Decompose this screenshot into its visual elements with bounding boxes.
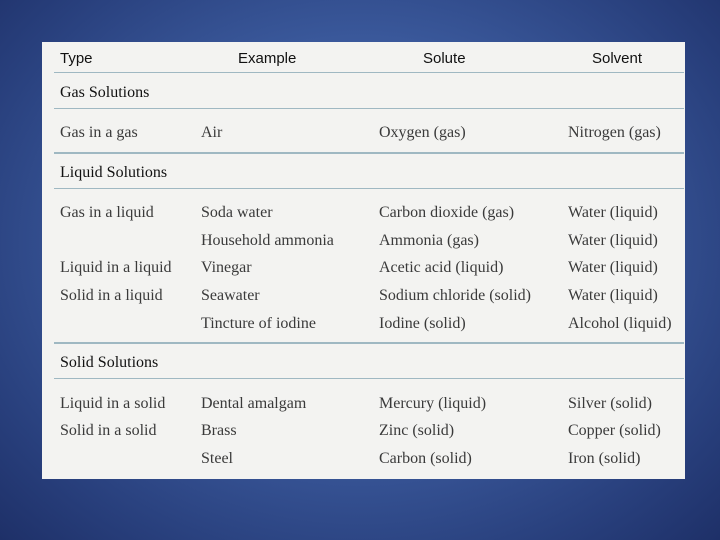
cell-example: Air [201, 124, 223, 141]
cell-solvent: Silver (solid) [568, 395, 652, 412]
cell-solute: Iodine (solid) [379, 315, 466, 332]
section-rule [54, 378, 684, 379]
cell-solvent: Alcohol (liquid) [568, 315, 672, 332]
cell-example: Steel [201, 450, 233, 467]
cell-type: Solid in a solid [60, 422, 157, 439]
cell-solvent: Water (liquid) [568, 232, 658, 249]
header-type: Type [60, 50, 93, 67]
cell-example: Brass [201, 422, 237, 439]
cell-type: Liquid in a solid [60, 395, 166, 412]
header-solute: Solute [423, 50, 466, 67]
section-rule [54, 342, 684, 344]
cell-solute: Carbon (solid) [379, 450, 472, 467]
cell-example: Vinegar [201, 259, 252, 276]
cell-solute: Sodium chloride (solid) [379, 287, 531, 304]
header-solvent: Solvent [592, 50, 643, 67]
cell-solute: Oxygen (gas) [379, 124, 466, 141]
section-title-liquid: Liquid Solutions [60, 164, 168, 181]
cell-type: Gas in a liquid [60, 204, 154, 221]
solutions-table [42, 42, 685, 479]
cell-example: Dental amalgam [201, 395, 307, 412]
cell-example: Tincture of iodine [201, 315, 316, 332]
section-rule [54, 188, 684, 189]
section-rule [54, 152, 684, 154]
header-rule [54, 72, 684, 73]
cell-solute: Ammonia (gas) [379, 232, 479, 249]
cell-example: Seawater [201, 287, 260, 304]
header-example: Example [238, 50, 297, 67]
cell-solvent: Iron (solid) [568, 450, 641, 467]
cell-solute: Mercury (liquid) [379, 395, 487, 412]
cell-type: Gas in a gas [60, 124, 138, 141]
section-title-solid: Solid Solutions [60, 354, 159, 371]
cell-type: Liquid in a liquid [60, 259, 172, 276]
cell-solvent: Water (liquid) [568, 259, 658, 276]
cell-solvent: Water (liquid) [568, 287, 658, 304]
cell-solute: Acetic acid (liquid) [379, 259, 504, 276]
cell-solute: Carbon dioxide (gas) [379, 204, 515, 221]
section-title-gas: Gas Solutions [60, 84, 150, 101]
cell-example: Soda water [201, 204, 273, 221]
cell-solvent: Copper (solid) [568, 422, 661, 439]
section-rule [54, 108, 684, 109]
cell-solvent: Water (liquid) [568, 204, 658, 221]
cell-solute: Zinc (solid) [379, 422, 455, 439]
cell-example: Household ammonia [201, 232, 334, 249]
cell-solvent: Nitrogen (gas) [568, 124, 661, 141]
cell-type: Solid in a liquid [60, 287, 163, 304]
